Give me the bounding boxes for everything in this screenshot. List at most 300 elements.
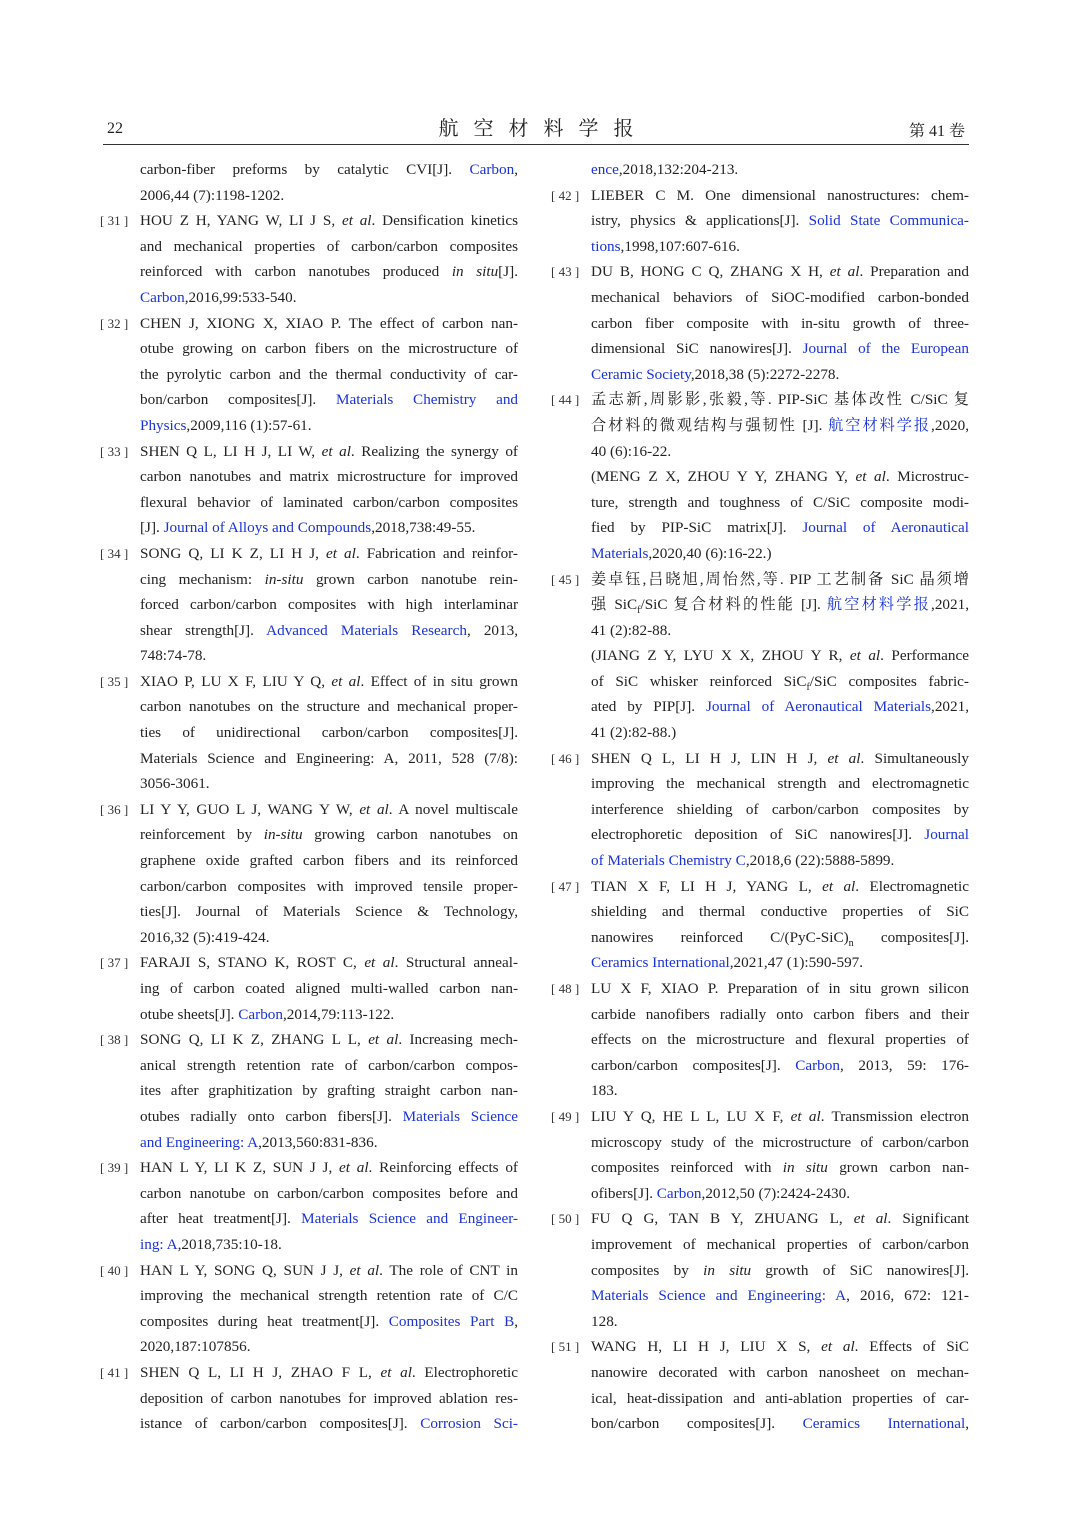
text-run: microscopy study of the microstructure of carbon/carbon <box>591 1133 969 1151</box>
text-run: improving the mechanical strength retention rate of C/C <box>140 1287 518 1305</box>
reference-line <box>100 439 518 465</box>
reference-line <box>100 669 518 695</box>
text-run: . Realizing the synergy of <box>350 442 518 460</box>
reference-text <box>591 771 969 797</box>
reference-text <box>140 490 518 516</box>
journal-link[interactable]: Materials Science and Engineer- <box>301 1210 519 1228</box>
text-run: [J]. <box>498 263 518 281</box>
reference-line <box>551 848 969 874</box>
reference-text <box>140 1104 518 1130</box>
reference-text <box>591 336 969 362</box>
reference-line <box>551 1181 969 1207</box>
journal-link[interactable]: Advanced Materials Research <box>266 621 467 639</box>
reference-line <box>100 874 518 900</box>
text-run: growing carbon nanotubes on <box>302 826 519 844</box>
text-run: , 2013, <box>466 621 519 639</box>
text-run: DU B, HONG C Q, ZHANG X H, <box>591 263 830 281</box>
italic-text: et al <box>380 1363 412 1381</box>
reference-text <box>140 285 518 311</box>
text-run: XIAO P, LU X F, LIU Y Q, <box>140 672 332 690</box>
journal-name: 航空材料学报 <box>438 118 649 140</box>
reference-text <box>140 1386 518 1412</box>
text-run: /SiC 复合材料的性能 [J]. <box>640 596 827 614</box>
reference-text <box>591 822 969 848</box>
reference-text <box>591 439 969 465</box>
reference-line <box>551 720 969 746</box>
journal-link[interactable]: Solid State Communica- <box>808 212 969 230</box>
text-run: LI Y Y, GUO L J, WANG Y W, <box>140 800 360 818</box>
reference-text <box>591 515 969 541</box>
reference-line <box>100 1027 518 1053</box>
journal-link[interactable]: Journal of the European <box>802 340 970 358</box>
reference-line <box>551 643 969 669</box>
text-run: reinforced with carbon nanotubes produced <box>140 263 452 281</box>
reference-line <box>100 515 518 541</box>
text-run: ties of unidirectional carbon/carbon composites[J]. <box>140 724 518 742</box>
text-run: , <box>514 161 518 178</box>
reference-line <box>551 1130 969 1156</box>
reference-text <box>140 1360 518 1386</box>
text-run: carbon-fiber preforms by catalytic CVI[J]. <box>140 161 470 178</box>
text-run: carbon fiber composite with in-situ growth of three- <box>591 314 969 332</box>
text-run: nanowires reinforced C/(PyC-SiC) <box>591 928 849 946</box>
reference-line <box>551 208 969 234</box>
reference-text <box>140 848 518 874</box>
italic-text: et al <box>853 1210 888 1228</box>
reference-line <box>551 925 969 951</box>
reference-line <box>551 950 969 976</box>
reference-number: [ 47 ] <box>551 878 580 894</box>
text-run: . Performance <box>880 647 969 665</box>
text-run: . Electromagnetic <box>855 877 969 895</box>
text-run: ture, strength and toughness of C/SiC composite modi- <box>591 493 969 511</box>
text-run: anical strength retention rate of carbon/carbon compos- <box>140 1056 518 1074</box>
reference-text <box>140 950 518 976</box>
reference-text <box>140 259 518 285</box>
text-run: shear strength[J]. <box>140 621 267 639</box>
journal-link[interactable]: Physics <box>140 416 187 434</box>
reference-text <box>591 1309 969 1335</box>
reference-line <box>551 285 969 311</box>
reference-text <box>591 157 969 183</box>
reference-line <box>551 1386 969 1412</box>
reference-text <box>140 567 518 593</box>
text-run: /SiC composites fabric- <box>809 672 969 690</box>
reference-text <box>591 618 969 644</box>
reference-text <box>591 362 969 388</box>
text-run: ing of carbon coated aligned multi-walled carbon nan- <box>140 980 518 997</box>
text-run: (JIANG Z Y, LYU X X, ZHOU Y R, <box>591 647 850 665</box>
journal-link[interactable]: and Engineering: A <box>140 1133 259 1151</box>
reference-line <box>100 1206 518 1232</box>
reference-line <box>551 413 969 439</box>
reference-line <box>100 848 518 874</box>
reference-number: [ 31 ] <box>100 213 129 229</box>
reference-line <box>551 1334 969 1360</box>
italic-text: et al <box>849 647 881 665</box>
journal-link[interactable]: 航空材料学报 <box>826 596 932 614</box>
text-run: 合材料的微观结构与强韧性 [J]. <box>591 416 829 434</box>
text-run: , <box>965 1415 970 1433</box>
italic-text: et al <box>822 877 856 895</box>
reference-line <box>551 694 969 720</box>
reference-text <box>591 1181 969 1207</box>
reference-text <box>591 413 969 439</box>
text-run: effects on the microstructure and flexural properties of <box>591 1031 969 1049</box>
reference-text <box>140 362 518 388</box>
journal-link[interactable]: Composites Part B <box>388 1312 515 1330</box>
reference-line <box>100 1181 518 1207</box>
reference-text <box>140 183 518 209</box>
italic-text: et al <box>326 544 356 562</box>
reference-number: [ 51 ] <box>551 1339 580 1355</box>
reference-line <box>551 1283 969 1309</box>
reference-line <box>100 1411 518 1437</box>
text-run: . Reinforcing effects of <box>368 1159 518 1177</box>
text-run: after heat treatment[J]. <box>140 1210 302 1228</box>
reference-line <box>100 362 518 388</box>
reference-text <box>591 259 969 285</box>
reference-line <box>551 1104 969 1130</box>
text-run: ,2020,40 (6):16-22.) <box>648 544 772 562</box>
italic-text: et al <box>827 749 861 767</box>
reference-text <box>591 950 969 976</box>
text-run: ,2016,99:533-540. <box>184 288 297 306</box>
reference-line <box>551 1309 969 1335</box>
reference-line <box>100 1130 518 1156</box>
text-run: improvement of mechanical properties of carbon/carbon <box>591 1235 969 1253</box>
italic-text: et al <box>331 672 361 690</box>
reference-line <box>100 285 518 311</box>
reference-number: [ 38 ] <box>100 1032 129 1048</box>
text-run: . Microstruc- <box>885 468 969 486</box>
italic-text: in situ <box>703 1261 752 1279</box>
running-header <box>103 112 969 145</box>
reference-text <box>591 567 969 593</box>
text-run: LIU Y Q, HE L L, LU X F, <box>591 1107 791 1125</box>
text-run: interference shielding of carbon/carbon composites by <box>591 800 969 818</box>
references-right-column <box>551 157 969 1437</box>
text-run: HAN L Y, LI K Z, SUN J J, <box>140 1159 340 1177</box>
reference-number: [ 35 ] <box>100 673 129 689</box>
text-run: 3056-3061. <box>140 775 210 793</box>
text-run: . Fabrication and reinfor- <box>355 544 518 562</box>
text-run: [J]. <box>140 519 164 537</box>
text-run: ,2018,735:10-18. <box>177 1235 282 1253</box>
text-run: TIAN X F, LI H J, YANG L, <box>591 877 823 895</box>
reference-line <box>551 1002 969 1028</box>
reference-text <box>591 592 969 618</box>
reference-number: [ 32 ] <box>100 315 129 331</box>
journal-link[interactable]: Journal of Aeronautical Materials <box>705 698 932 716</box>
reference-text <box>140 925 518 951</box>
reference-text <box>591 1360 969 1386</box>
reference-line <box>100 976 518 1002</box>
reference-line <box>551 797 969 823</box>
text-run: carbide nanofibers radially onto carbon fibers and their <box>591 1005 969 1023</box>
text-run: otubes radially onto carbon fibers[J]. <box>140 1107 403 1125</box>
text-run: ,2020, <box>931 416 970 434</box>
reference-text <box>591 669 969 695</box>
reference-line <box>100 1386 518 1412</box>
reference-line <box>100 1232 518 1258</box>
reference-line <box>551 515 969 541</box>
reference-line <box>551 899 969 925</box>
text-run: otube sheets[J]. <box>140 1005 239 1023</box>
reference-text <box>591 1104 969 1130</box>
text-run: . Effects of SiC <box>854 1338 969 1356</box>
text-run: bon/carbon composites[J]. <box>140 391 336 409</box>
reference-text <box>140 208 518 234</box>
reference-line <box>100 1334 518 1360</box>
text-run: ties[J]. Journal of Materials Science & Technology, <box>140 903 518 921</box>
text-run: cing mechanism: <box>140 570 265 588</box>
text-run: istry, physics & applications[J]. <box>591 212 809 230</box>
journal-link[interactable]: ing: A <box>140 1235 178 1253</box>
reference-line <box>100 541 518 567</box>
reference-text <box>591 311 969 337</box>
reference-text <box>140 234 518 260</box>
reference-text <box>140 899 518 925</box>
text-run: grown carbon nanotube rein- <box>303 570 518 588</box>
journal-link[interactable]: Carbon <box>238 1005 283 1023</box>
text-run: , 2016, 672: 121- <box>846 1287 969 1305</box>
reference-line <box>551 183 969 209</box>
text-run: ,2018,132:204-213. <box>618 161 739 178</box>
volume-label: 第 41 卷 <box>908 123 965 140</box>
reference-number: [ 43 ] <box>551 264 580 280</box>
italic-text: et al <box>829 263 860 281</box>
reference-line <box>100 694 518 720</box>
text-run: graphene oxide grafted carbon fibers and its reinforced <box>140 852 518 870</box>
reference-text <box>591 1206 969 1232</box>
text-run: , <box>514 1312 518 1330</box>
journal-link[interactable]: Ceramics International <box>802 1415 966 1433</box>
reference-line <box>551 157 969 183</box>
reference-text <box>591 746 969 772</box>
italic-text: et al <box>368 1031 399 1049</box>
text-run: WANG H, LI H J, LIU X S, <box>591 1338 822 1356</box>
reference-line <box>100 1360 518 1386</box>
reference-text <box>140 1130 518 1156</box>
text-run: ,2009,116 (1):57-61. <box>186 416 312 434</box>
reference-line <box>551 336 969 362</box>
text-run: grown carbon nan- <box>827 1159 970 1177</box>
reference-number: [ 48 ] <box>551 981 580 996</box>
text-run: composites[J]. <box>853 928 969 946</box>
subscript-text: f <box>806 681 810 693</box>
reference-line <box>551 1053 969 1079</box>
reference-text <box>591 1078 969 1104</box>
reference-text <box>140 822 518 848</box>
text-run: 183. <box>591 1082 618 1100</box>
reference-text <box>140 464 518 490</box>
reference-text <box>591 1232 969 1258</box>
reference-line <box>100 464 518 490</box>
reference-line <box>551 1206 969 1232</box>
reference-line <box>100 797 518 823</box>
reference-text <box>591 1053 969 1079</box>
reference-line <box>551 362 969 388</box>
text-run: FARAJI S, STANO K, ROST C, <box>140 954 365 972</box>
reference-text <box>591 694 969 720</box>
reference-line <box>100 1283 518 1309</box>
reference-text <box>140 157 518 183</box>
reference-text <box>591 1386 969 1412</box>
reference-line <box>100 259 518 285</box>
text-run: ,2021, <box>931 698 969 716</box>
reference-line <box>551 567 969 593</box>
journal-link[interactable]: Journal of Aeronautical <box>802 519 969 537</box>
reference-text <box>591 1002 969 1028</box>
text-run: of SiC whisker reinforced SiC <box>591 672 807 690</box>
text-run: dimensional SiC nanowires[J]. <box>591 340 803 358</box>
reference-number: [ 36 ] <box>100 801 129 817</box>
text-run: 2016,32 (5):419-424. <box>140 928 270 946</box>
journal-link[interactable]: tions <box>591 237 621 255</box>
reference-text <box>591 976 969 1002</box>
reference-line <box>100 157 518 183</box>
reference-text <box>140 592 518 618</box>
journal-link[interactable]: Carbon <box>795 1056 840 1074</box>
text-run: CHEN J, XIONG X, XIAO P. The effect of carbon nan- <box>140 314 518 332</box>
reference-text <box>591 1283 969 1309</box>
reference-line <box>551 439 969 465</box>
reference-line <box>100 387 518 413</box>
journal-link[interactable]: ence <box>591 161 619 178</box>
text-run: . Structural anneal- <box>394 954 519 972</box>
reference-line <box>551 234 969 260</box>
reference-text <box>140 336 518 362</box>
text-run: 41 (2):82-88. <box>591 621 672 639</box>
reference-text <box>591 464 969 490</box>
italic-text: in situ <box>451 263 499 281</box>
text-run: 41 (2):82-88.) <box>591 724 677 742</box>
text-run: 748:74-78. <box>140 647 207 665</box>
reference-line <box>100 746 518 772</box>
reference-line <box>551 259 969 285</box>
text-run: . Significant <box>887 1210 969 1228</box>
text-run: (MENG Z X, ZHOU Y Y, ZHANG Y, <box>591 468 856 486</box>
reference-text <box>591 183 969 209</box>
reference-text <box>140 1232 518 1258</box>
reference-number: [ 34 ] <box>100 545 129 561</box>
reference-number: [ 44 ] <box>551 392 580 408</box>
journal-link[interactable]: Materials Science <box>402 1107 519 1125</box>
subscript-text: f <box>637 605 641 617</box>
reference-text <box>591 1411 969 1437</box>
text-run: and mechanical properties of carbon/carbon composites <box>140 237 518 255</box>
reference-number: [ 42 ] <box>551 187 580 203</box>
reference-text <box>140 1155 518 1181</box>
reference-line <box>100 1002 518 1028</box>
text-run: flexural behavior of laminated carbon/carbon composites <box>140 493 518 511</box>
reference-number: [ 40 ] <box>100 1262 129 1278</box>
text-run: carbon nanotubes on the structure and mechanical proper- <box>140 698 518 716</box>
reference-line <box>100 336 518 362</box>
italic-text: in-situ <box>263 826 303 844</box>
reference-text <box>140 771 518 797</box>
reference-text <box>591 1155 969 1181</box>
text-run: ofibers[J]. <box>591 1184 657 1202</box>
journal-link[interactable]: Carbon <box>140 288 185 306</box>
reference-text <box>591 541 969 567</box>
reference-text <box>140 1181 518 1207</box>
text-run: carbon nanotube on carbon/carbon composites before and <box>140 1184 518 1202</box>
reference-text <box>140 1206 518 1232</box>
italic-text: et al <box>364 954 395 972</box>
reference-text <box>591 1334 969 1360</box>
reference-line <box>551 1027 969 1053</box>
text-run: Materials Science and Engineering: A, 2011, 528 (7/8): <box>140 749 518 767</box>
text-run: composites reinforced with <box>591 1159 783 1177</box>
journal-link[interactable]: of Materials Chemistry C <box>591 852 746 870</box>
reference-line <box>551 1360 969 1386</box>
text-run: ,2013,560:831-836. <box>258 1133 378 1151</box>
journal-link[interactable]: Corrosion Sci- <box>420 1415 518 1433</box>
reference-line <box>551 541 969 567</box>
text-run: ,2018,738:49-55. <box>371 519 476 537</box>
journal-link[interactable]: Ceramics International <box>591 954 730 972</box>
references-left-column <box>100 157 518 1437</box>
reference-line <box>551 490 969 516</box>
reference-text <box>591 208 969 234</box>
reference-number: [ 39 ] <box>100 1160 129 1176</box>
italic-text: et al <box>359 800 389 818</box>
reference-line <box>100 643 518 669</box>
reference-line <box>100 1258 518 1284</box>
journal-link[interactable]: Materials Chemistry and <box>335 391 519 409</box>
reference-text <box>591 1258 969 1284</box>
journal-link[interactable]: Materials <box>591 544 649 562</box>
text-run: . A novel multiscale <box>388 800 519 818</box>
italic-text: in situ <box>782 1159 828 1177</box>
journal-link[interactable]: 航空材料学报 <box>828 416 932 434</box>
journal-link[interactable]: Carbon <box>656 1184 702 1202</box>
text-run: nanowire decorated with carbon nanosheet on mechan- <box>591 1363 969 1381</box>
reference-line <box>100 1104 518 1130</box>
text-run: growth of SiC nanowires[J]. <box>751 1261 969 1279</box>
subscript-text: n <box>848 937 854 949</box>
text-run: . The role of CNT in <box>379 1261 518 1279</box>
journal-link[interactable]: Ceramic Society <box>591 365 691 383</box>
text-run: 40 (6):16-22. <box>591 442 672 460</box>
journal-link[interactable]: Journal of Alloys and Compounds <box>163 519 372 537</box>
text-run: . Increasing mech- <box>398 1031 518 1049</box>
journal-link[interactable]: Journal <box>924 826 969 844</box>
journal-link[interactable]: Materials Science and Engineering: A <box>591 1287 847 1305</box>
text-run: istance of carbon/carbon composites[J]. <box>140 1415 421 1433</box>
text-run: mechanical behaviors of SiOC-modified carbon-bonded <box>591 288 969 306</box>
reference-text <box>140 1334 518 1360</box>
reference-text <box>140 387 518 413</box>
reference-text <box>591 848 969 874</box>
text-run: . Effect of in situ grown <box>360 672 518 690</box>
reference-line <box>551 874 969 900</box>
reference-line <box>551 746 969 772</box>
text-run: . Preparation and <box>859 263 969 281</box>
text-run: improving the mechanical strength and electromagnetic <box>591 775 969 793</box>
text-run: 2006,44 (7):1198-1202. <box>140 186 285 204</box>
journal-link[interactable]: Carbon <box>469 161 515 178</box>
reference-line <box>100 1053 518 1079</box>
reference-number: [ 37 ] <box>100 955 129 971</box>
reference-line <box>100 567 518 593</box>
text-run: ,2012,50 (7):2424-2430. <box>701 1184 851 1202</box>
reference-text <box>591 925 969 951</box>
reference-line <box>100 720 518 746</box>
italic-text: et al <box>349 1261 380 1279</box>
